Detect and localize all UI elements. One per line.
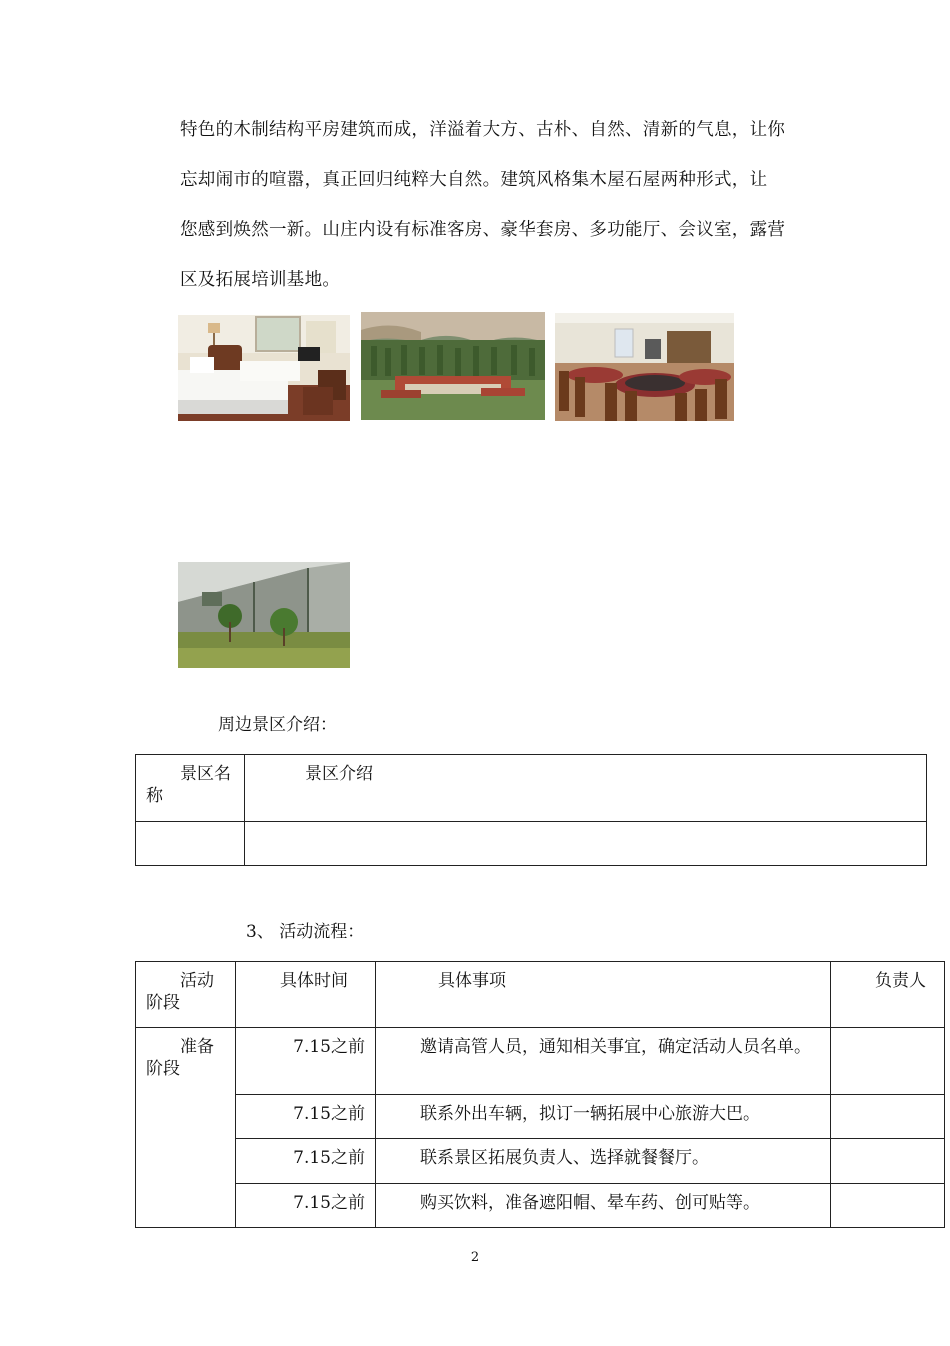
item-header: 具体事项 <box>376 962 831 1028</box>
scenic-intro-header: 景区介绍 <box>245 755 927 822</box>
time-header: 具体时间 <box>236 962 376 1028</box>
process-section-heading: 3、 活动流程： <box>246 922 365 942</box>
table-row <box>136 1028 945 1095</box>
owner-cell <box>831 1139 945 1184</box>
training-ground-photo <box>178 562 350 668</box>
owner-header: 负责人 <box>831 962 945 1028</box>
stage-cell: 准备阶段 <box>136 1028 236 1228</box>
process-table <box>135 961 945 1228</box>
owner-cell <box>831 1095 945 1139</box>
scenic-name-cell <box>136 822 245 866</box>
scenic-name-header: 景区名称 <box>136 755 245 822</box>
item-cell: 购买饮料，准备遮阳帽、晕车药、创可贴等。 <box>376 1184 831 1228</box>
item-cell: 联系外出车辆，拟订一辆拓展中心旅游大巴。 <box>376 1095 831 1139</box>
intro-line: 您感到焕然一新。山庄内设有标准客房、豪华套房、多功能厅、会议室，露营 <box>180 220 786 240</box>
scenic-table <box>135 754 927 866</box>
time-cell: 7.15之前 <box>236 1095 376 1139</box>
item-cell: 邀请高管人员，通知相关事宜，确定活动人员名单。 <box>376 1028 831 1095</box>
table-row <box>136 1184 945 1228</box>
time-cell: 7.15之前 <box>236 1184 376 1228</box>
table-row <box>136 1095 945 1139</box>
stage-header: 活动阶段 <box>136 962 236 1028</box>
intro-line: 忘却闹市的喧嚣，真正回归纯粹大自然。建筑风格集木屋石屋两种形式，让 <box>180 170 768 190</box>
owner-cell <box>831 1028 945 1095</box>
mountain-villa-aerial-photo <box>361 312 545 420</box>
owner-cell <box>831 1184 945 1228</box>
intro-line: 特色的木制结构平房建筑而成，洋溢着大方、古朴、自然、清新的气息，让你 <box>180 120 786 140</box>
time-cell: 7.15之前 <box>236 1139 376 1184</box>
scenic-section-heading: 周边景区介绍： <box>218 715 337 735</box>
item-cell: 联系景区拓展负责人、选择就餐餐厅。 <box>376 1139 831 1184</box>
table-row <box>136 1139 945 1184</box>
page-number: 2 <box>470 1250 480 1265</box>
guest-room-photo <box>178 315 350 421</box>
scenic-intro-cell <box>245 822 927 866</box>
time-cell: 7.15之前 <box>236 1028 376 1095</box>
dining-hall-photo <box>555 313 734 421</box>
intro-line: 区及拓展培训基地。 <box>180 270 341 290</box>
